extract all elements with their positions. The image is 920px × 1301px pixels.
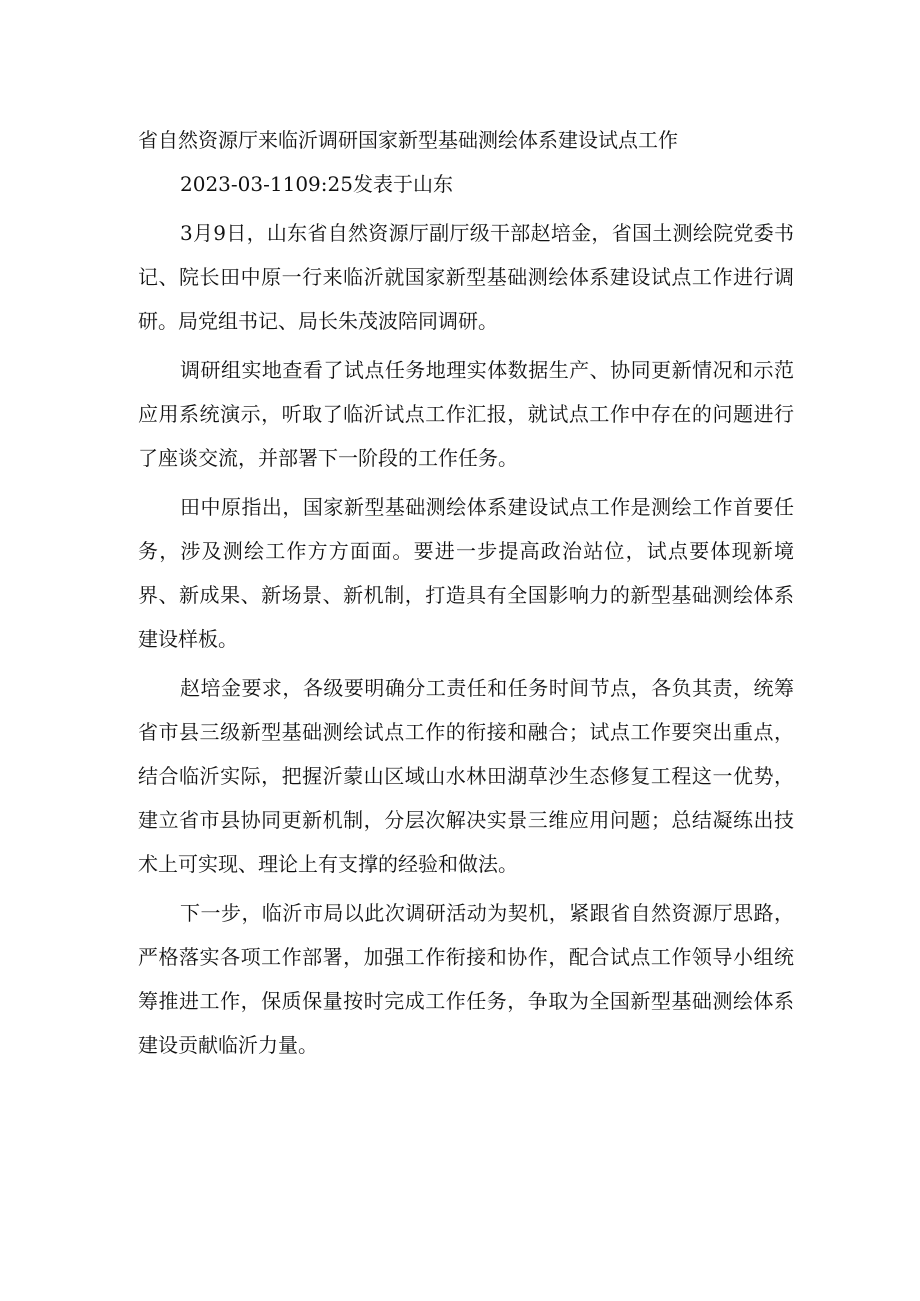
paragraph: 赵培金要求，各级要明确分工责任和任务时间节点，各负其责，统筹省市县三级新型基础测绘试点工作的衔接和融合；试点工作要突出重点，结合临沂实际，把握沂蒙山区域山水林田湖草沙生态修复工程这一优势，建立省市县协同更新机制，分层次解决实景三维应用问题；总结凝练出技术上可实现、理论上有支撑的经验和做法。 [138,676,794,876]
publish-meta: 2023-03-1109:25发表于山东 [180,172,453,196]
paragraph: 3月9日，山东省自然资源厅副厅级干部赵培金，省国土测绘院党委书记、院长田中原一行来临沂就国家新型基础测绘体系建设试点工作进行调研。局党组书记、局长朱茂波陪同调研。 [138,221,794,333]
article-title: 省自然资源厅来临沂调研国家新型基础测绘体系建设试点工作 [138,128,678,152]
paragraph: 田中原指出，国家新型基础测绘体系建设试点工作是测绘工作首要任务，涉及测绘工作方方面面。要进一步提高政治站位，试点要体现新境界、新成果、新场景、新机制，打造具有全国影响力的新型基础测绘体系建设样板。 [138,495,794,651]
article-body [138,211,794,1072]
paragraph: 调研组实地查看了试点任务地理实体数据生产、协同更新情况和示范应用系统演示，听取了临沂试点工作汇报，就试点工作中存在的问题进行了座谈交流，并部署下一阶段的工作任务。 [138,358,794,470]
paragraph: 下一步，临沂市局以此次调研活动为契机，紧跟省自然资源厅思路，严格落实各项工作部署，加强工作衔接和协作，配合试点工作领导小组统筹推进工作，保质保量按时完成工作任务，争取为全国新型基础测绘体系建设贡献临沂力量。 [138,901,794,1057]
